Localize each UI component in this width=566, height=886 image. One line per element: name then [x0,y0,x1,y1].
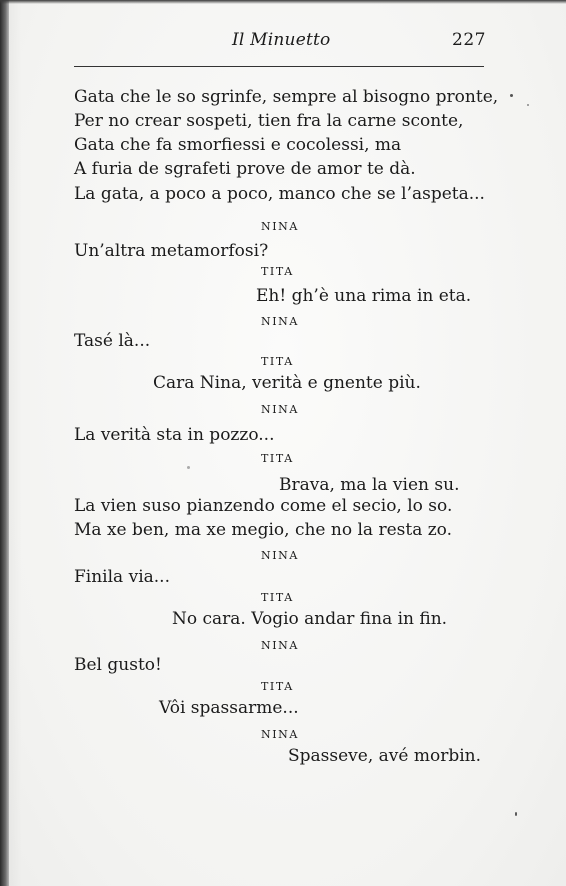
dialogue-line: Ma xe ben, ma xe megio, che no la resta zo. [74,520,453,540]
running-title: Il Minuetto [232,30,331,50]
verse-line: A furia de sgrafeti prove de amor te dà. [74,159,416,179]
verse-line: Gata che le so sgrinfe, sempre al bisogno pronte, [74,87,499,107]
dialogue-line: Eh! gh’è una rima in eta. [256,286,472,306]
paper-speck [527,104,529,106]
dialogue-line: Spasseve, avé morbin. [288,746,482,766]
binding-shadow [0,0,9,886]
dialogue-line: Brava, ma la vien su. [279,475,460,495]
speaker-name: NINA [261,549,299,562]
paper-speck [510,94,513,97]
speaker-name: TITA [261,265,294,278]
verse-line: Per no crear sospeti, tien fra la carne sconte, [74,111,464,131]
dialogue-line: Vôi spassarme... [159,698,299,718]
paper-speck [187,466,190,469]
dialogue-line: Un’altra metamorfosi? [74,241,269,261]
dialogue-line: Finila via... [74,567,170,587]
verse-line: Gata che fa smorfiessi e cocolessi, ma [74,135,402,155]
speaker-name: TITA [261,452,294,465]
dialogue-line: La verità sta in pozzo... [74,425,275,445]
speaker-name: NINA [261,315,299,328]
verse-line: La gata, a poco a poco, manco che se l’aspeta... [74,184,485,204]
dialogue-line: Cara Nina, verità e gnente più. [153,373,421,393]
dialogue-line: La vien suso pianzendo come el secio, lo so. [74,496,453,516]
speaker-name: NINA [261,220,299,233]
speaker-name: TITA [261,355,294,368]
paper-speck [515,812,517,816]
speaker-name: NINA [261,403,299,416]
speaker-name: NINA [261,639,299,652]
page-top-edge [0,0,566,4]
header-rule [74,66,484,67]
speaker-name: TITA [261,680,294,693]
dialogue-line: Tasé là... [74,331,151,351]
dialogue-line: Bel gusto! [74,655,162,675]
speaker-name: TITA [261,591,294,604]
dialogue-line: No cara. Vogio andar fina in fin. [172,609,448,629]
speaker-name: NINA [261,728,299,741]
page-number: 227 [452,30,486,50]
